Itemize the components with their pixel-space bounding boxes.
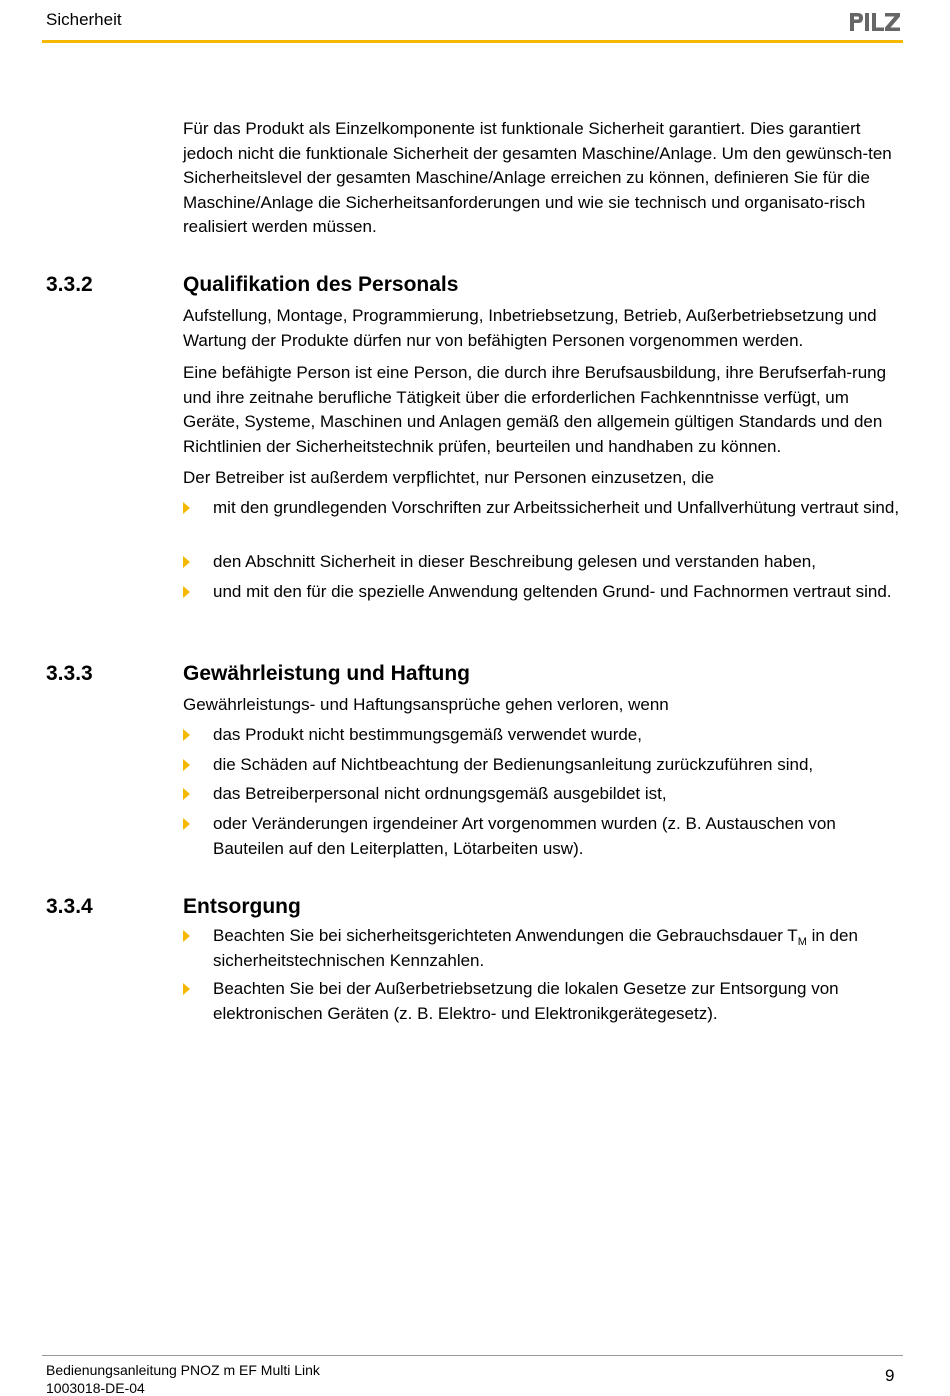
subscript: M <box>797 936 807 948</box>
list-item-text-part: in den sicherheitstechnischen Kennzahlen. <box>213 926 858 970</box>
paragraph: Gewährleistungs- und Haftungsansprüche gehen verloren, wenn <box>183 695 669 714</box>
paragraph: Der Betreiber ist außerdem verpflichtet, nur Personen einzusetzen, die <box>183 468 715 487</box>
list-item-text <box>213 924 903 973</box>
bullet-arrow-icon <box>183 930 190 942</box>
section-title: Entsorgung <box>183 895 301 918</box>
footer-divider <box>42 1355 903 1356</box>
section-title: Gewährleistung und Haftung <box>183 662 470 685</box>
bullet-arrow-icon <box>183 788 190 800</box>
page-number: 9 <box>885 1366 895 1385</box>
footer-manual-title: Bedienungsanleitung PNOZ m EF Multi Link <box>46 1362 320 1378</box>
list-item-text: das Produkt nicht bestimmungsgemäß verwendet wurde, <box>213 725 642 744</box>
list-item-text: Beachten Sie bei der Außerbetriebsetzung die lokalen Gesetze zur Entsorgung von elektronischen Geräten (z. B. Elektro- und Elektronikgerätegesetz). <box>213 979 839 1023</box>
pilz-logo <box>848 10 902 37</box>
bullet-arrow-icon <box>183 983 190 995</box>
pilz-logo-mark <box>848 10 902 32</box>
header-title: Sicherheit <box>46 10 122 29</box>
section-title: Qualifikation des Personals <box>183 273 459 296</box>
header-divider <box>42 40 903 43</box>
bullet-arrow-icon <box>183 586 190 598</box>
footer-doc-number: 1003018-DE-04 <box>46 1380 145 1396</box>
bullet-arrow-icon <box>183 729 190 741</box>
list-item <box>183 496 903 521</box>
list-item-text: den Abschnitt Sicherheit in dieser Beschreibung gelesen und verstanden haben, <box>213 552 816 571</box>
list-item-text-part: Beachten Sie bei sicherheitsgerichteten Anwendungen die Gebrauchsdauer T <box>213 926 798 945</box>
list-item-text: mit den grundlegenden Vorschriften zur Arbeitssicherheit und Unfallverhütung vertraut sind, <box>213 498 900 517</box>
list-item-text: und mit den für die spezielle Anwendung geltenden Grund- und Fachnormen vertraut sind. <box>213 582 892 601</box>
list-item-text: oder Veränderungen irgendeiner Art vorgenommen wurden (z. B. Austauschen von Bauteilen auf den Leiterplatten, Lötarbeiten usw). <box>213 814 836 858</box>
paragraph: Eine befähigte Person ist eine Person, die durch ihre Berufsausbildung, ihre Berufserfah-rung und ihre zeitnahe berufliche Tätigkeit über die erforderlichen Fachkenntnisse verfügt, um Geräte, Systeme, Maschinen und Anlagen gemäß den allgemein gültigen Standards und den Richtlinien der Sicherheitstechnik prüfen, beurteilen und handhaben zu können. <box>183 363 887 456</box>
list-item <box>183 924 903 973</box>
list-item-text: das Betreiberpersonal nicht ordnungsgemäß ausgebildet ist, <box>213 784 667 803</box>
bullet-arrow-icon <box>183 502 190 514</box>
list-item <box>183 723 903 748</box>
list-item <box>183 812 903 861</box>
list-item <box>183 977 903 1026</box>
paragraph: Aufstellung, Montage, Programmierung, Inbetriebsetzung, Betrieb, Außerbetriebsetzung und Wartung der Produkte dürfen nur von befähigten Personen vorgenommen werden. <box>183 306 877 350</box>
section-number: 3.3.2 <box>46 273 93 296</box>
list-item-text: die Schäden auf Nichtbeachtung der Bedienungsanleitung zurückzuführen sind, <box>213 755 814 774</box>
list-item <box>183 580 903 605</box>
list-item <box>183 550 903 575</box>
section-number: 3.3.4 <box>46 895 93 918</box>
bullet-arrow-icon <box>183 818 190 830</box>
list-item <box>183 753 903 778</box>
bullet-arrow-icon <box>183 759 190 771</box>
intro-paragraph: Für das Produkt als Einzelkomponente ist funktionale Sicherheit garantiert. Dies garantiert jedoch nicht die funktionale Sicherheit der gesamten Maschine/Anlage. Um den gewünsch-ten Sicherheitslevel der gesamten Maschine/Anlage erreichen zu können, definieren Sie für die Maschine/Anlage die Sicherheitsanforderungen und wie sie technisch und organisato-risch realisiert werden müssen. <box>183 119 892 237</box>
list-item <box>183 782 903 807</box>
section-number: 3.3.3 <box>46 662 93 685</box>
bullet-arrow-icon <box>183 556 190 568</box>
